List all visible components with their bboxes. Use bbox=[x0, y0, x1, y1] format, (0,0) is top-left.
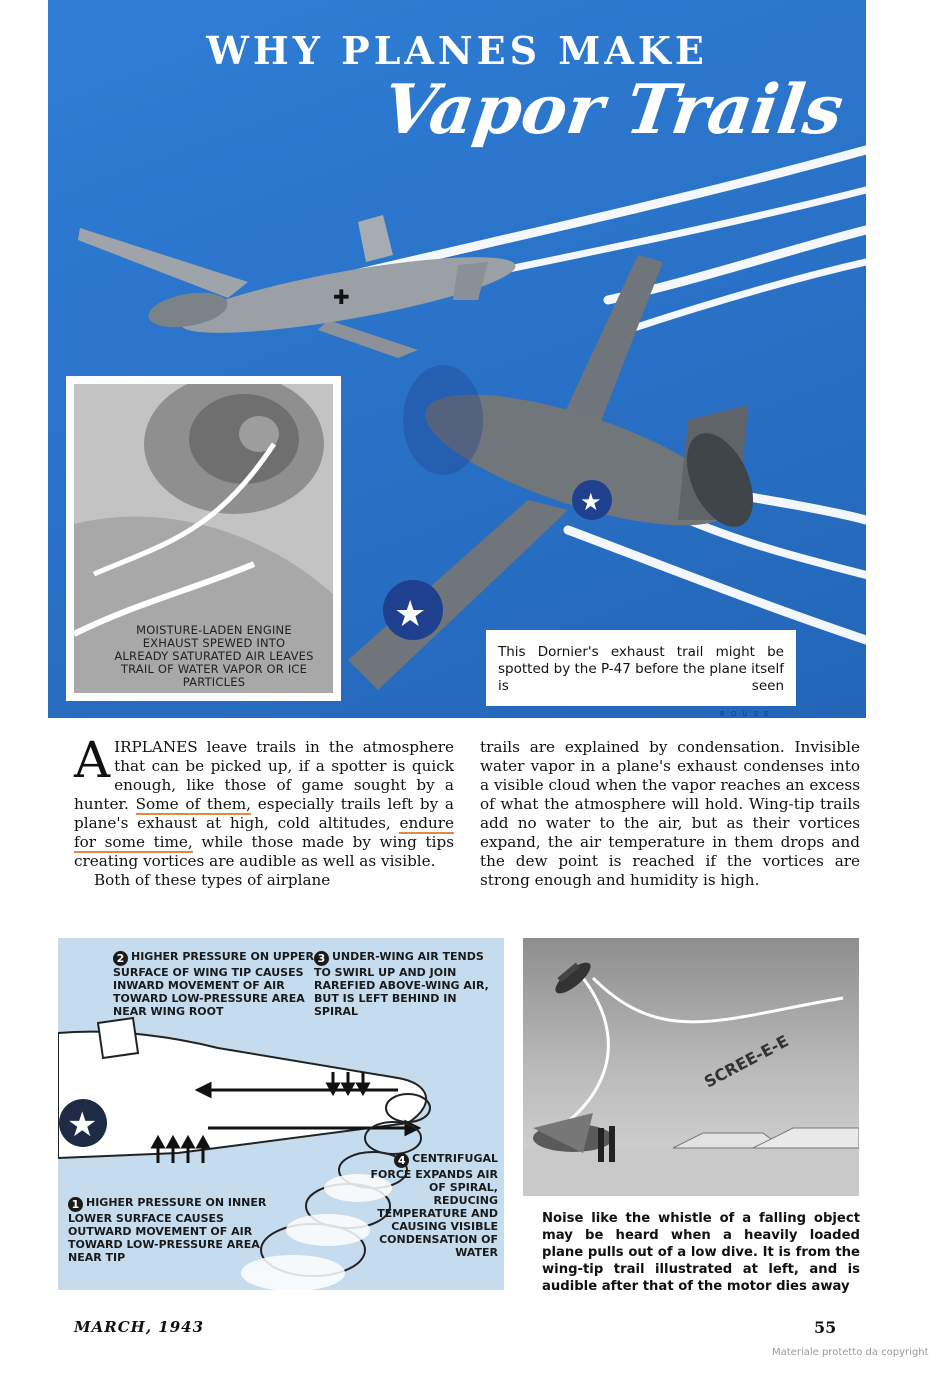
hero-illustration bbox=[48, 0, 866, 718]
diagram-label-text: HIGHER PRESSURE ON INNER LOWER SURFACE CAUSES OUTWARD MOVEMENT OF AIR TOWARD LOW-PRESSURE AREA NEAR TIP bbox=[68, 1196, 267, 1264]
photo-caption: Noise like the whistle of a falling object may be heard when a heavily loaded plane pulls out of a low dive. It is from the wing-tip trail illustrated at left, and is audible after that of the motor dies away bbox=[542, 1211, 860, 1294]
diving-plane bbox=[550, 956, 595, 998]
diagram-number-badge: 2 bbox=[113, 951, 128, 966]
article-text: while those made by wing tips creating vortices are audible as well as visible. bbox=[74, 833, 454, 870]
highlight-annotation: endure for some time, bbox=[74, 814, 454, 851]
p47-caption: This Dornier's exhaust trail might be spotted by the P-47 before the plane itself is seen bbox=[486, 630, 796, 706]
dive-noise-illustration bbox=[523, 938, 859, 1196]
title-line-1: WHY PLANES MAKE bbox=[206, 28, 708, 73]
diagram-label-text: HIGHER PRESSURE ON UPPER SURFACE OF WING TIP CAUSES INWARD MOVEMENT OF AIR TOWARD LOW-PRESSURE AREA NEAR WING ROOT bbox=[113, 950, 314, 1018]
diagram-number-badge: 1 bbox=[68, 1197, 83, 1212]
diagram-label-1 bbox=[68, 1196, 283, 1264]
issue-date: MARCH, 1943 bbox=[74, 1318, 205, 1336]
article-column-right bbox=[480, 738, 860, 890]
diagram-label-text: UNDER-WING AIR TENDS TO SWIRL UP AND JOIN RAREFIED ABOVE-WING AIR, BUT IS LEFT BEHIND IN SPIRAL bbox=[314, 950, 489, 1018]
inset-caption: MOISTURE-LADEN ENGINE EXHAUST SPEWED INTO ALREADY SATURATED AIR LEAVES TRAIL OF WATER VAPOR OR ICE PARTICLES bbox=[114, 623, 314, 689]
article-paragraph-2: Both of these types of airplane bbox=[94, 871, 331, 889]
dive-scene-art bbox=[523, 938, 859, 1196]
highlight-annotation: Some of them, bbox=[135, 795, 252, 813]
wing-tip-vortex-diagram bbox=[58, 938, 504, 1290]
page-number: 55 bbox=[814, 1318, 837, 1337]
title-line-2: Vapor Trails bbox=[378, 70, 848, 150]
diagram-label-text: CENTRIFUGAL FORCE EXPANDS AIR OF SPIRAL, REDUCING TEMPERATURE AND CAUSING VISIBLE CONDENSATION OF WATER bbox=[370, 1152, 498, 1259]
article-text: especially trails left by a plane's exhaust at high, cold altitudes, bbox=[74, 795, 454, 832]
diagram-number-badge: 3 bbox=[314, 951, 329, 966]
sound-effect-text: SCREE-E-E bbox=[700, 1031, 792, 1092]
copyright-watermark: Materiale protetto da copyright bbox=[772, 1347, 929, 1358]
diagram-number-badge: 4 bbox=[394, 1153, 409, 1168]
p47-fighter bbox=[348, 255, 767, 690]
engine-detail-image bbox=[74, 384, 333, 693]
diagram-label-4 bbox=[363, 1152, 498, 1259]
article-text: IRPLANES leave trails in the atmosphere that can be picked up, if a spotter is quick enough, like those of game sought by a hunter. bbox=[74, 738, 454, 813]
dornier-bomber bbox=[78, 215, 520, 358]
engine-detail-inset bbox=[66, 376, 341, 701]
drop-cap: A bbox=[74, 731, 111, 789]
article-column-left bbox=[74, 731, 454, 890]
svg-text:★: ★ bbox=[67, 1105, 98, 1145]
svg-text:★: ★ bbox=[394, 594, 427, 635]
diagram-label-3 bbox=[314, 950, 494, 1018]
svg-text:✚: ✚ bbox=[333, 285, 350, 309]
svg-text:★: ★ bbox=[580, 488, 602, 516]
article-paragraph-1 bbox=[74, 731, 454, 871]
artist-signature: ROUSE bbox=[720, 710, 775, 718]
article-paragraph-2-continued: trails are explained by condensation. Invisible water vapor in a plane's exhaust condenses into a visible cloud when the vapor reaches an excess of what the atmosphere will hold. Wing-tip trails add no water to the air, but as their vortices expand, the air temperature in them drops and the dew point is reached if the vortices are strong enough and humidity is high. bbox=[480, 738, 860, 889]
diagram-label-2 bbox=[113, 950, 323, 1018]
